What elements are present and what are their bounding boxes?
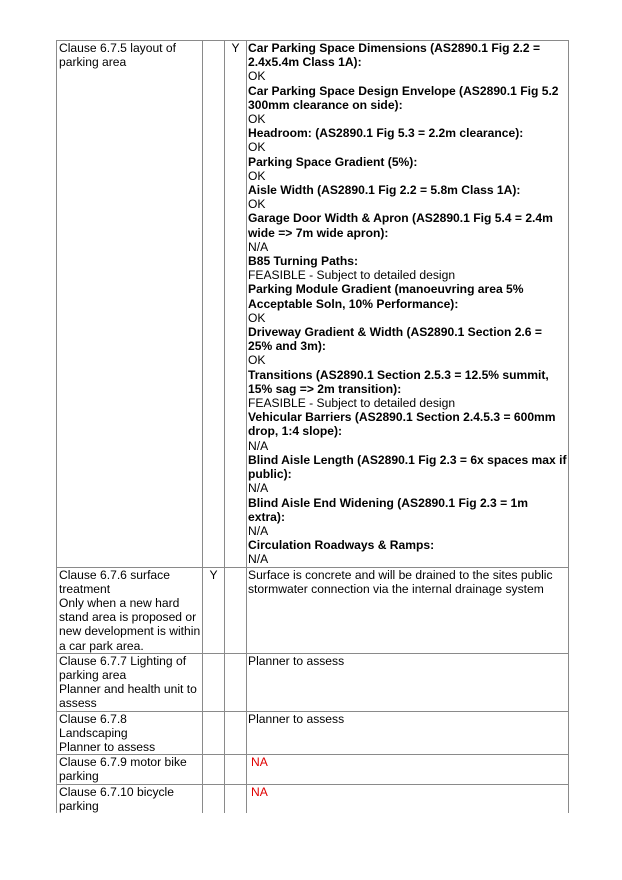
assessment-cell [247, 567, 569, 653]
status-cell [225, 784, 247, 813]
clause-cell [57, 653, 203, 711]
item-heading: Headroom: (AS2890.1 Fig 5.3 = 2.2m clearance): [248, 126, 524, 141]
item-value: N/A [248, 481, 269, 496]
item-value: FEASIBLE - Subject to detailed design [248, 396, 456, 411]
item-value: FEASIBLE - Subject to detailed design [248, 268, 456, 283]
table-row [57, 784, 569, 813]
assessment-cell [247, 41, 569, 568]
compliance-table [56, 40, 569, 813]
clause-cell [57, 755, 203, 784]
item-heading: Blind Aisle End Widening (AS2890.1 Fig 2.3 = 1m extra): [248, 495, 529, 524]
item-heading: Circulation Roadways & Ramps: [248, 538, 435, 553]
item-heading: Parking Space Gradient (5%): [248, 154, 418, 169]
item-heading: Driveway Gradient & Width (AS2890.1 Section 2.6 = 25% and 3m): [248, 325, 542, 354]
item-value: OK [248, 69, 266, 84]
item-heading: Vehicular Barriers (AS2890.1 Section 2.4.5.3 = 600mm drop, 1:4 slope): [248, 410, 556, 439]
clause-cell [57, 711, 203, 755]
status-cell [203, 711, 225, 755]
item-heading: Car Parking Space Design Envelope (AS2890.1 Fig 5.2 300mm clearance on side): [248, 83, 559, 112]
clause-label: Clause 6.7.8 Landscaping [59, 711, 128, 740]
clause-note: Only when a new hard stand area is proposed or new development is within a car park area. [59, 595, 201, 653]
item-value: N/A [248, 552, 269, 567]
status-cell [203, 41, 225, 568]
item-heading: Car Parking Space Dimensions (AS2890.1 Fig 2.2 = 2.4x5.4m Class 1A): [248, 41, 541, 70]
clause-label: Clause 6.7.7 Lighting of parking area [59, 653, 187, 682]
status-cell [203, 653, 225, 711]
assessment-text: NA [251, 755, 268, 770]
item-heading: B85 Turning Paths: [248, 254, 358, 269]
item-value: N/A [248, 523, 269, 538]
table-row [57, 711, 569, 755]
clause-cell [57, 41, 203, 568]
status-cell: Y [225, 41, 247, 568]
item-value: OK [248, 140, 266, 155]
assessment-cell [247, 784, 569, 813]
item-heading: Aisle Width (AS2890.1 Fig 2.2 = 5.8m Class 1A): [248, 183, 521, 198]
item-value: OK [248, 310, 266, 325]
clause-cell [57, 784, 203, 813]
status-cell [225, 711, 247, 755]
table-row [57, 653, 569, 711]
assessment-text: NA [251, 784, 268, 799]
assessment-text: Planner to assess [248, 711, 345, 726]
clause-label: Clause 6.7.9 motor bike parking [59, 755, 187, 784]
assessment-cell [247, 755, 569, 784]
item-value: N/A [248, 239, 269, 254]
item-value: OK [248, 353, 266, 368]
item-heading: Transitions (AS2890.1 Section 2.5.3 = 12.5% summit, 15% sag => 2m transition): [248, 367, 549, 396]
status-cell [203, 755, 225, 784]
item-heading: Blind Aisle Length (AS2890.1 Fig 2.3 = 6x spaces max if public): [248, 452, 567, 482]
item-value: OK [248, 197, 266, 212]
clause-label: Clause 6.7.6 surface treatment [59, 567, 170, 596]
clause-note: Planner and health unit to assess [59, 682, 197, 711]
item-value: N/A [248, 438, 269, 453]
clause-cell [57, 567, 203, 653]
item-heading: Garage Door Width & Apron (AS2890.1 Fig 5.4 = 2.4m wide => 7m wide apron): [248, 211, 553, 240]
assessment-cell [247, 711, 569, 755]
table-row [57, 41, 569, 568]
assessment-cell [247, 653, 569, 711]
item-value: OK [248, 168, 266, 183]
status-cell [225, 653, 247, 711]
status-cell [203, 784, 225, 813]
clause-note: Planner to assess [59, 739, 156, 754]
assessment-text: Planner to assess [248, 653, 345, 668]
assessment-text: Surface is concrete and will be drained to the sites public stormwater connection via the internal drainage system [248, 567, 553, 596]
clause-label: Clause 6.7.10 bicycle parking [59, 784, 174, 813]
status-cell: Y [203, 567, 225, 653]
status-cell [225, 567, 247, 653]
item-value: OK [248, 112, 266, 127]
item-heading: Parking Module Gradient (manoeuvring area 5% Acceptable Soln, 10% Performance): [248, 282, 524, 311]
table-row [57, 755, 569, 784]
status-cell [225, 755, 247, 784]
clause-label: Clause 6.7.5 layout of parking area [59, 41, 176, 70]
table-row [57, 567, 569, 653]
